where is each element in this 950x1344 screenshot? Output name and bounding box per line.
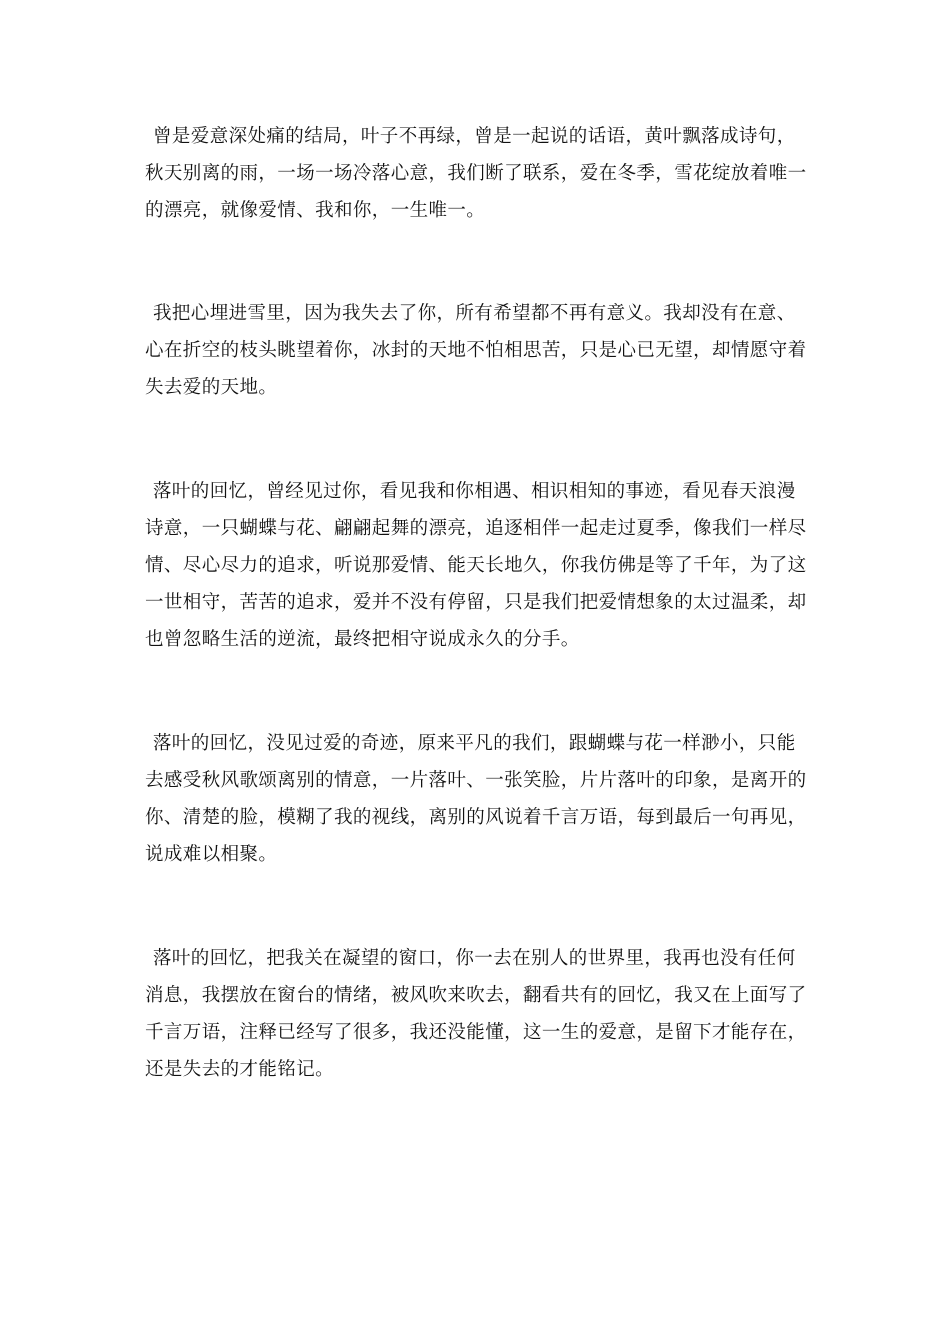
paragraph-4: 落叶的回忆，没见过爱的奇迹，原来平凡的我们，跟蝴蝶与花一样渺小，只能去感受秋风歌颂离别的情意，一片落叶、一张笑脸，片片落叶的印象，是离开的你、清楚的脸，模糊了我的视线，离别的风说着千言万语，每到最后一句再见，说成难以相聚。 bbox=[145, 733, 807, 865]
paragraph-2: 我把心埋进雪里，因为我失去了你，所有希望都不再有意义。我却没有在意、心在折空的枝头眺望着你，冰封的天地不怕相思苦，只是心已无望，却情愿守着失去爱的天地。 bbox=[145, 303, 807, 398]
paragraph-3: 落叶的回忆，曾经见过你，看见我和你相遇、相识相知的事迹，看见春天浪漫诗意，一只蝴蝶与花、翩翩起舞的漂亮，追逐相伴一起走过夏季，像我们一样尽情、尽心尽力的追求，听说那爱情、能天长地久，你我仿佛是等了千年，为了这一世相守，苦苦的追求，爱并不没有停留，只是我们把爱情想象的太过温柔，却也曾忽略生活的逆流，最终把相守说成永久的分手。 bbox=[145, 481, 807, 650]
paragraph-1: 曾是爱意深处痛的结局，叶子不再绿，曾是一起说的话语，黄叶飘落成诗句，秋天别离的雨，一场一场冷落心意，我们断了联系，爱在冬季，雪花绽放着唯一的漂亮，就像爱情、我和你，一生唯一。 bbox=[145, 126, 807, 221]
paragraph-5: 落叶的回忆，把我关在凝望的窗口，你一去在别人的世界里，我再也没有任何消息，我摆放在窗台的情绪，被风吹来吹去，翻看共有的回忆，我又在上面写了千言万语，注释已经写了很多，我还没能懂，这一生的爱意，是留下才能存在，还是失去的才能铭记。 bbox=[145, 948, 807, 1080]
